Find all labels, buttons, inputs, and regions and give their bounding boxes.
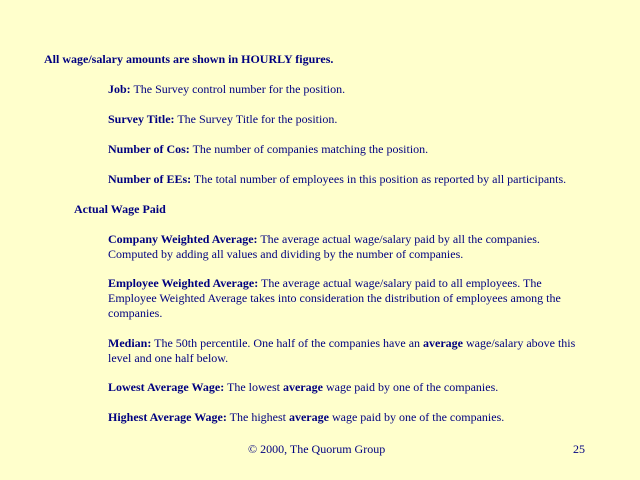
term-description: The average actual wage/salary paid to all employees. The Employee Weighted Average takes into consideration the distribution of employees among the companies. xyxy=(108,276,561,320)
term-label: Number of EEs: xyxy=(108,172,192,186)
term-description-end: wage paid by one of the companies. xyxy=(322,380,499,394)
term-label: Company Weighted Average: xyxy=(108,232,258,246)
page-number: 25 xyxy=(573,442,585,456)
definition-job xyxy=(108,82,598,97)
term-description: The lowest xyxy=(224,380,283,394)
definition-survey-title xyxy=(108,112,598,127)
definition-highest-average-wage xyxy=(108,410,598,425)
term-description-end: wage paid by one of the companies. xyxy=(328,410,505,424)
term-label: Highest Average Wage: xyxy=(108,410,227,424)
term-label: Survey Title: xyxy=(108,112,175,126)
term-label: Job: xyxy=(108,82,131,96)
term-description: The average actual wage/salary paid by all the companies. Computed by adding all values and dividing by the number of companies. xyxy=(108,232,540,261)
definition-number-of-ees xyxy=(108,172,598,187)
definition-number-of-cos xyxy=(108,142,598,157)
term-description: The 50th percentile. One half of the companies have an xyxy=(151,336,424,350)
copyright-footer: © 2000, The Quorum Group xyxy=(248,442,386,456)
definition-lowest-average-wage xyxy=(108,380,598,395)
term-description: The Survey control number for the position. xyxy=(130,82,346,96)
section-title: Actual Wage Paid xyxy=(74,202,166,216)
term-label: Number of Cos: xyxy=(108,142,190,156)
term-label: Employee Weighted Average: xyxy=(108,276,259,290)
term-description: The number of companies matching the position. xyxy=(189,142,429,156)
emphasis-average: average xyxy=(288,410,329,424)
term-description: The highest xyxy=(226,410,289,424)
headline: All wage/salary amounts are shown in HOURLY figures. xyxy=(44,52,334,66)
definition-company-weighted-average xyxy=(108,232,573,262)
definition-median xyxy=(108,336,598,366)
term-description-end: wage/salary above this level and one half below. xyxy=(108,336,576,365)
term-label: Median: xyxy=(108,336,152,350)
definition-employee-weighted-average xyxy=(108,276,588,321)
emphasis-average: average xyxy=(423,336,464,350)
term-description: The Survey Title for the position. xyxy=(174,112,338,126)
term-description: The total number of employees in this position as reported by all participants. xyxy=(191,172,567,186)
emphasis-average: average xyxy=(282,380,323,394)
term-label: Lowest Average Wage: xyxy=(108,380,225,394)
